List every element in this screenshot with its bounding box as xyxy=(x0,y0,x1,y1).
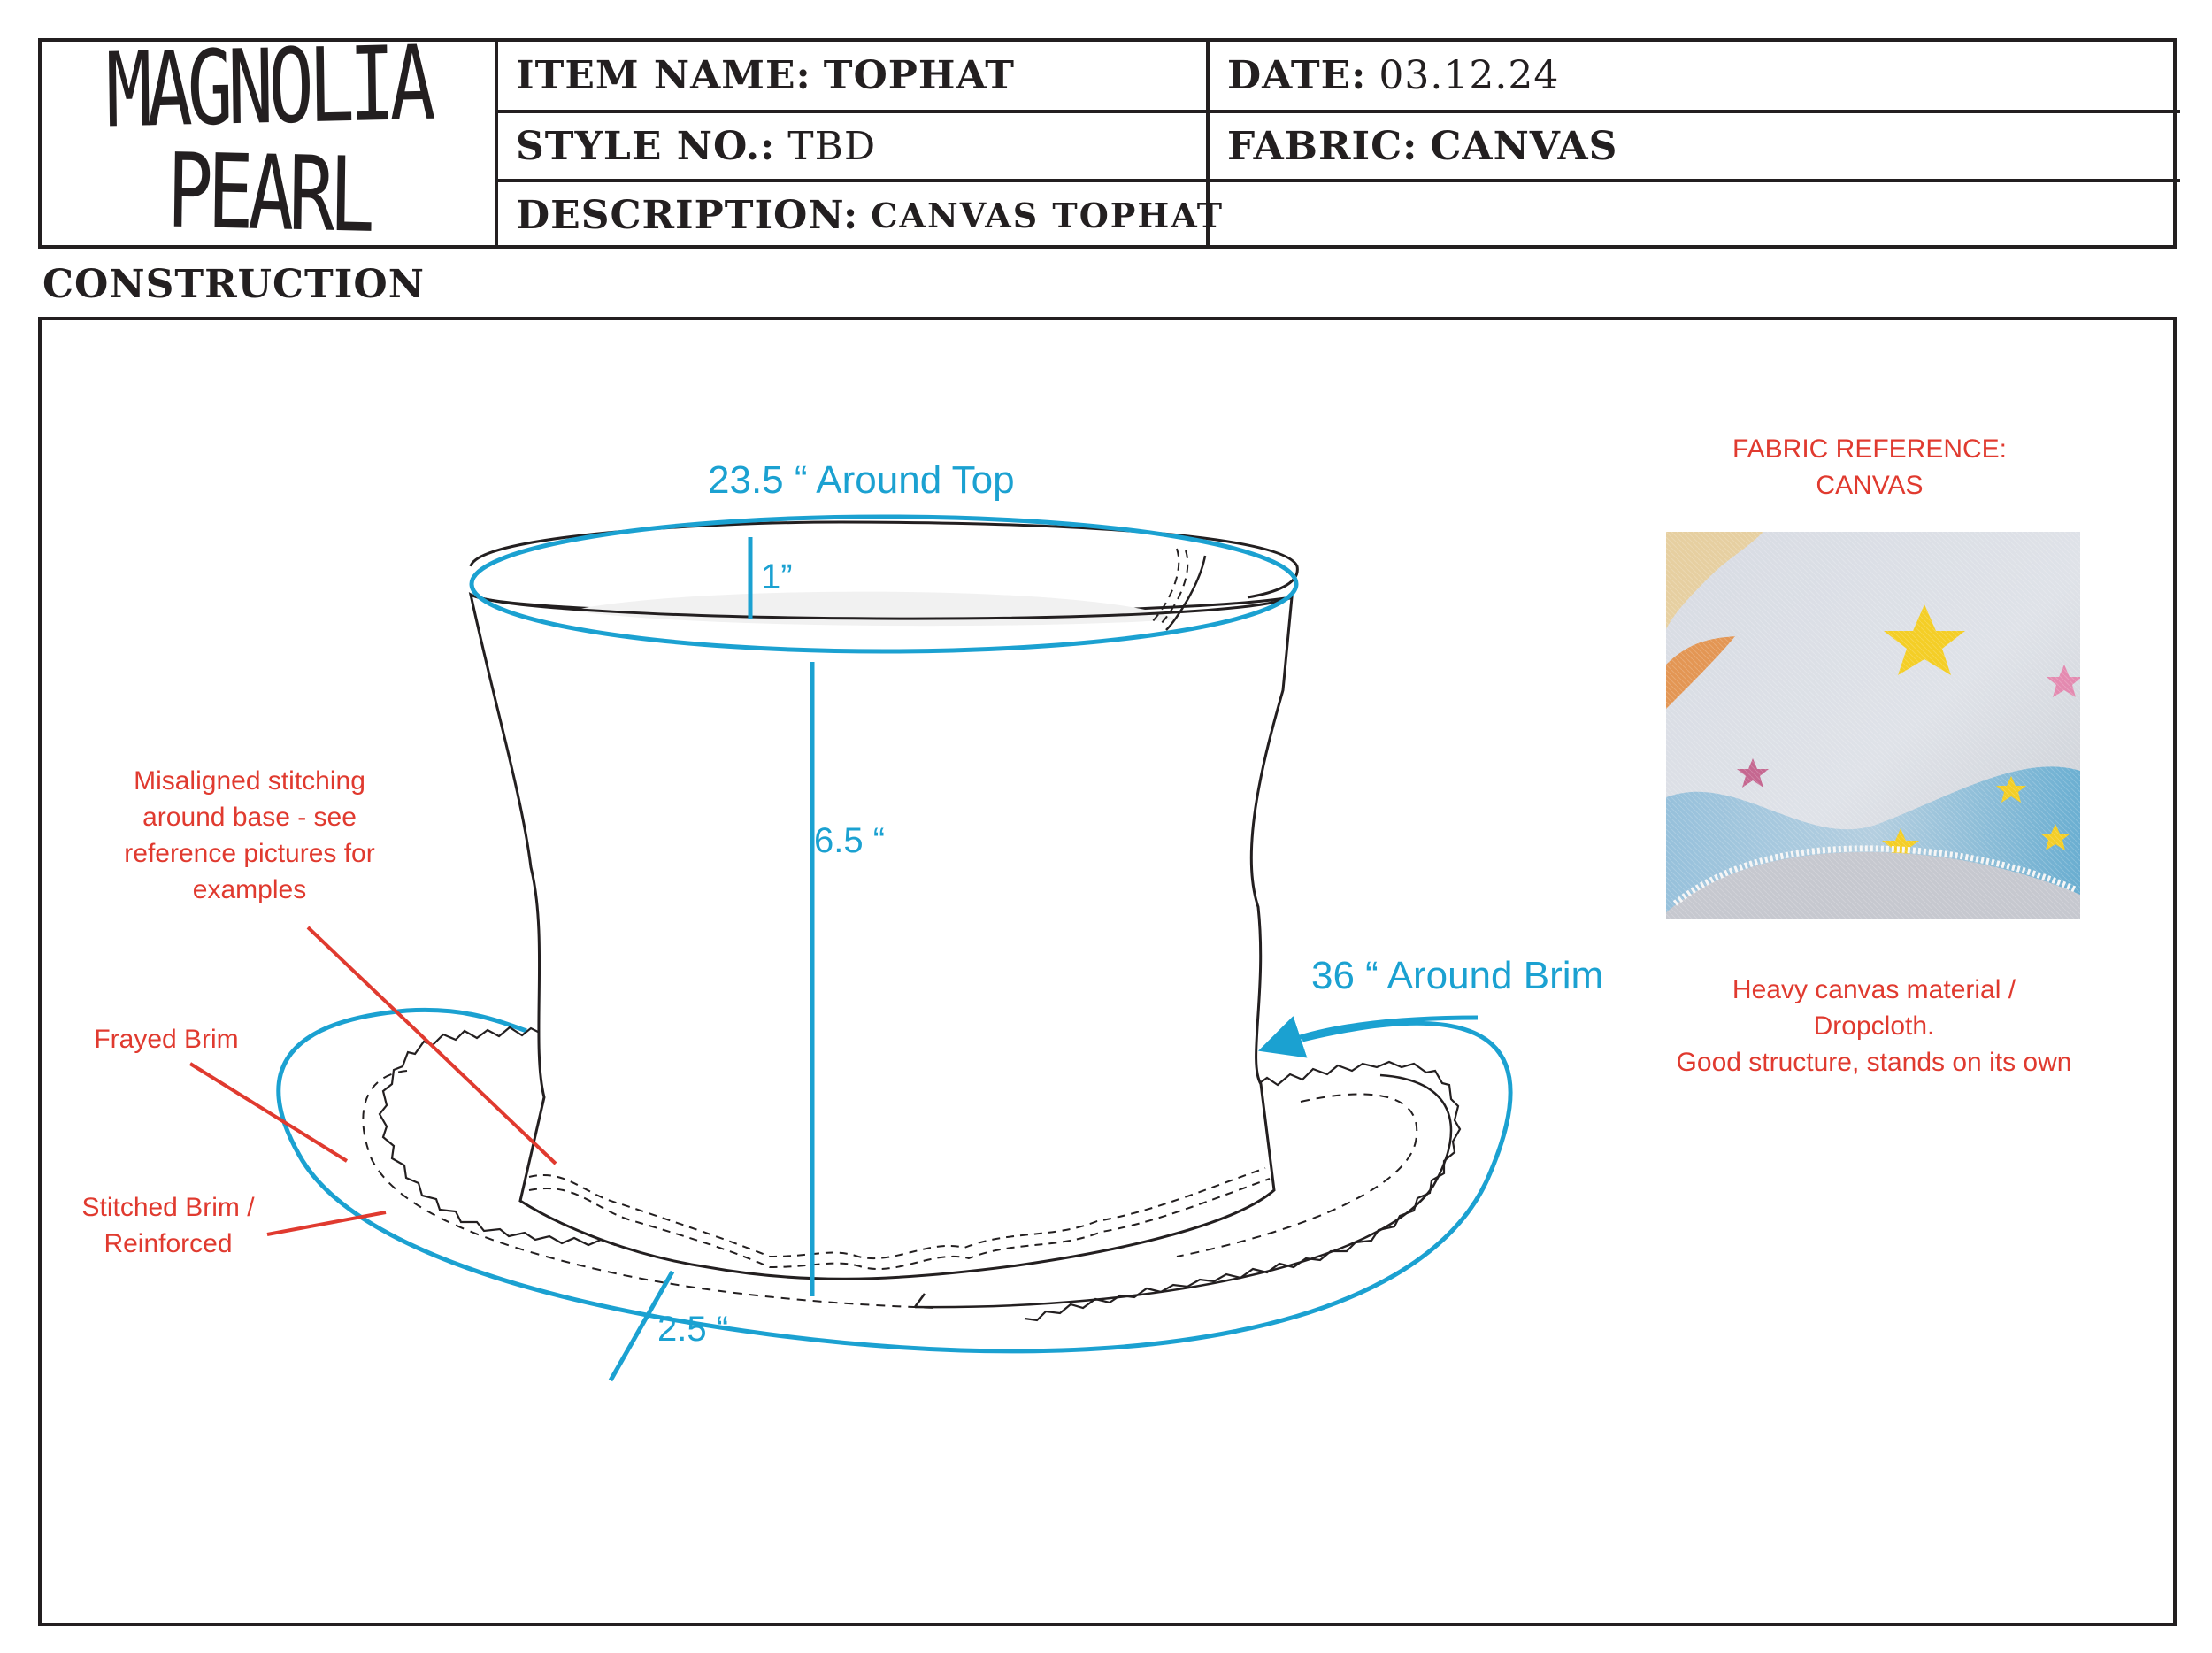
frayed-brim-note: Frayed Brim xyxy=(94,1025,239,1054)
brim-width-label: 2.5 “ xyxy=(657,1310,729,1349)
date-label: DATE: xyxy=(1227,53,1367,98)
band-depth-label: 1” xyxy=(761,557,793,596)
note-line: Dropcloth. xyxy=(1813,1011,1935,1041)
hat-top-opening xyxy=(471,522,1297,597)
description-label: DESCRIPTION: xyxy=(516,193,859,238)
note-line: Good structure, stands on its own xyxy=(1676,1048,2072,1077)
brand-logo-line1: MAGNOLIA xyxy=(105,24,431,151)
fabric-value: CANVAS xyxy=(1430,123,1618,169)
note-line: FABRIC REFERENCE: xyxy=(1732,434,2008,464)
note-line: around base - see xyxy=(142,803,357,832)
note-line: examples xyxy=(192,875,307,904)
style-number-label: STYLE NO.: xyxy=(516,123,776,169)
note-line: Reinforced xyxy=(104,1229,233,1258)
fabric-description xyxy=(1662,972,2086,1080)
stitched-brim-note xyxy=(62,1189,274,1262)
misaligned-stitching-note xyxy=(99,763,400,908)
crown-height-label: 6.5 “ xyxy=(814,821,886,860)
note-line: reference pictures for xyxy=(124,839,375,868)
item-name-value: TOPHAT xyxy=(823,53,1015,98)
description-value: CANVAS TOPHAT xyxy=(871,196,1224,235)
note-line: Misaligned stitching xyxy=(134,766,365,796)
note-line: Heavy canvas material / xyxy=(1732,975,2016,1004)
note-line: Stitched Brim / xyxy=(81,1193,255,1222)
fabric-reference-title xyxy=(1693,431,2047,504)
top-circumference-label: 23.5 “ Around Top xyxy=(708,458,1015,502)
brand-logo-line2: PEARL xyxy=(165,131,371,257)
fabric-swatch-photo xyxy=(1666,532,2080,919)
brim-circumference-label: 36 “ Around Brim xyxy=(1311,954,1604,997)
fabric-label: FABRIC: xyxy=(1227,123,1418,169)
section-title: CONSTRUCTION xyxy=(42,262,425,307)
hat-crown xyxy=(471,595,1292,1279)
weave-texture xyxy=(1666,532,2080,919)
item-name-label: ITEM NAME: xyxy=(516,53,811,98)
note-line: CANVAS xyxy=(1816,471,1924,500)
style-number-value: TBD xyxy=(787,123,877,169)
date-value: 03.12.24 xyxy=(1379,53,1560,98)
